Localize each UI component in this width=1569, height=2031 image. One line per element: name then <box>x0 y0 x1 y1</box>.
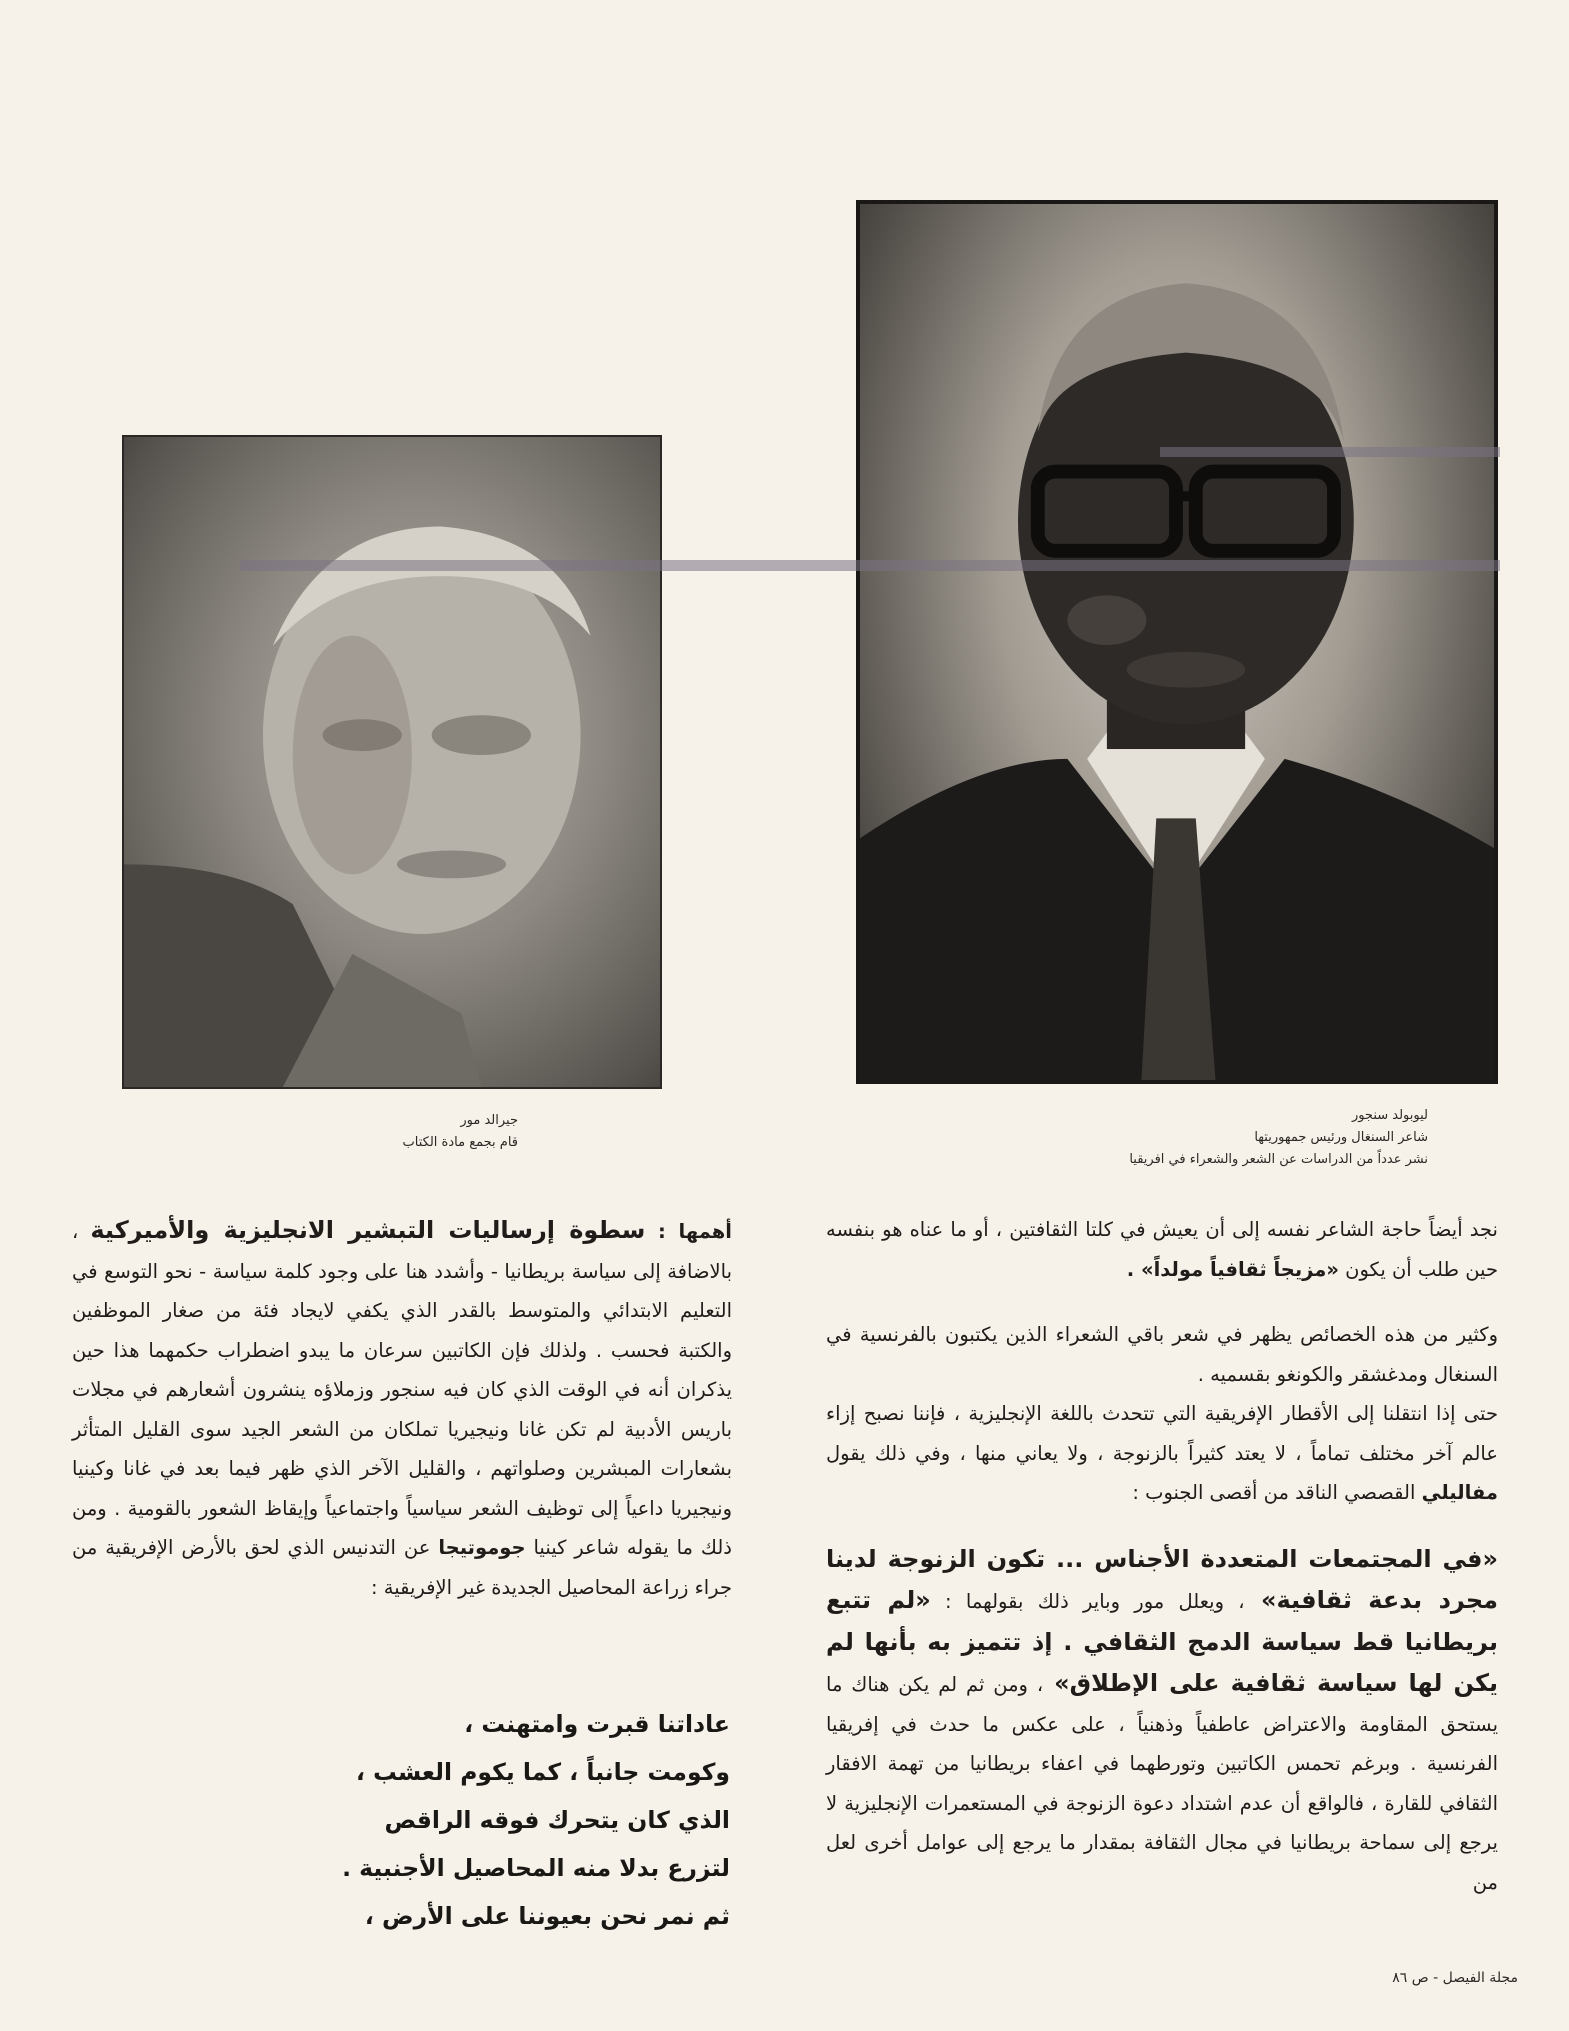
text-column-left <box>72 1210 732 1607</box>
portrait-photo-senghor <box>856 200 1498 1084</box>
scan-artifact-line <box>240 560 1500 571</box>
paragraph <box>826 1210 1498 1289</box>
poem-line: عاداتنا قبرت وامتهنت ، <box>464 1710 730 1738</box>
text-run: ، ويعلل مور وباير ذلك بقولهما : <box>930 1590 1245 1613</box>
paragraph <box>826 1394 1498 1513</box>
text-column-right <box>826 1210 1498 1902</box>
poem-block <box>300 1700 730 1940</box>
poem-line: لتزرع بدلا منه المحاصيل الأجنبية . <box>342 1854 730 1882</box>
text-run: ، بالاضافة إلى سياسة بريطانيا - وأشدد هنا على وجود كلمة سياسة - نحو التوسع في التعليم الابتدائي والمتوسط بالقدر الذي يكفي لايجاد فئة من صغار الموظفين والكتبة فحسب . ولذلك فإن الكاتبين سرعان ما يبدو اضطراب حكمهما هذا حين يذكران أنه في الوقت الذي كان فيه سنجور وزملاؤه ينشرون أشعارهم في مجلات باريس الأدبية لم تكن غانا ونيجيريا تملكان من الشعر الجيد سوى القليل المتأثر بشعارات المبشرين وصلواتهم ، والقليل الآخر الذي ظهر فيما بعد في غانا وكينيا ونيجيريا داعياً إلى توظيف الشعر سياسياً واجتماعياً وإيقاظ الشعور بالقومية . ومن ذلك ما يقوله شاعر كينيا <box>72 1220 732 1559</box>
text-run: نجد أيضاً حاجة الشاعر نفسه إلى أن يعيش في كلتا الثقافتين ، أو ما عناه هو بنفسه حين طلب أن يكون <box>826 1218 1498 1281</box>
emphasis-bold: سطوة إرساليات التبشير الانجليزية والأميركية <box>90 1216 646 1244</box>
portrait-illustration-senghor <box>860 204 1494 1080</box>
caption-line: نشر عدداً من الدراسات عن الشعر والشعراء في افريقيا <box>1129 1152 1428 1167</box>
text-run: حتى إذا انتقلنا إلى الأقطار الإفريقية التي تتحدث باللغة الإنجليزية ، فإننا نصبح إزاء عالم آخر مختلف تماماً ، لا يعتد كثيراً بالزنوجة ، ولا يعاني منها ، وفي ذلك يقول <box>826 1402 1498 1465</box>
caption-line: جيرالد مور <box>460 1113 518 1128</box>
scan-artifact-line <box>1160 447 1500 457</box>
quote-bold: «مزيجاً ثقافياً مولداً» . <box>1126 1257 1339 1281</box>
text-run: القصصي الناقد من أقصى الجنوب : <box>1132 1481 1422 1504</box>
text-run: عن التدنيس الذي لحق بالأرض الإفريقية من جراء زراعة المحاصيل الجديدة غير الإفريقية : <box>72 1536 732 1599</box>
caption-moore <box>200 1110 518 1154</box>
text-run: ، ومن ثم لم يكن هناك ما يستحق المقاومة والاعتراض عاطفياً وذهنياً ، على عكس ما حدث في إفريقيا الفرنسية . وبرغم تحمس الكاتبين وتورطهما في اعفاء بريطانيا من تهمة الافقار الثقافي للقارة ، فالواقع أن عدم اشتداد دعوة الزنوجة في المستعمرات الإنجليزية لا يرجع إلى سماحة بريطانيا في مجال الثقافة بمقدار ما يرجع إلى عوامل أخرى لعل من <box>826 1673 1498 1894</box>
quote-bold: «في المجتمعات المتعددة الأجناس ... تكون الزنوجة لدينا مجرد بدعة ثقافية» <box>826 1544 1498 1614</box>
caption-line: شاعر السنغال ورئيس جمهوريتها <box>1254 1130 1428 1145</box>
caption-line: ليوبولد سنجور <box>1351 1108 1428 1123</box>
portrait-photo-moore <box>122 435 662 1089</box>
caption-senghor <box>1000 1105 1428 1171</box>
name-bold: مفاليلي <box>1421 1481 1498 1504</box>
poem-line: ثم نمر نحن بعيوننا على الأرض ، <box>364 1902 730 1930</box>
name-bold: جوموتيجا <box>438 1536 526 1559</box>
lead-word: أهمها : <box>645 1220 732 1243</box>
caption-line: قام بجمع مادة الكتاب <box>402 1135 518 1150</box>
page-footer: مجلة الفيصل - ص ٨٦ <box>1392 1970 1518 1986</box>
paragraph <box>826 1539 1498 1903</box>
poem-line: وكومت جانباً ، كما يكوم العشب ، <box>355 1758 730 1786</box>
quote-bold: «لم تتبع بريطانيا قط سياسة الدمج الثقافي . إذ تتميز به بأنها لم يكن لها سياسة ثقافية على الإطلاق» <box>826 1586 1499 1697</box>
paragraph <box>72 1210 732 1607</box>
poem-line: الذي كان يتحرك فوقه الراقص <box>384 1806 730 1834</box>
paragraph: وكثير من هذه الخصائص يظهر في شعر باقي الشعراء الذين يكتبون بالفرنسية في السنغال ومدغشقر والكونغو بقسميه . <box>826 1323 1498 1386</box>
portrait-illustration-moore <box>124 437 660 1087</box>
